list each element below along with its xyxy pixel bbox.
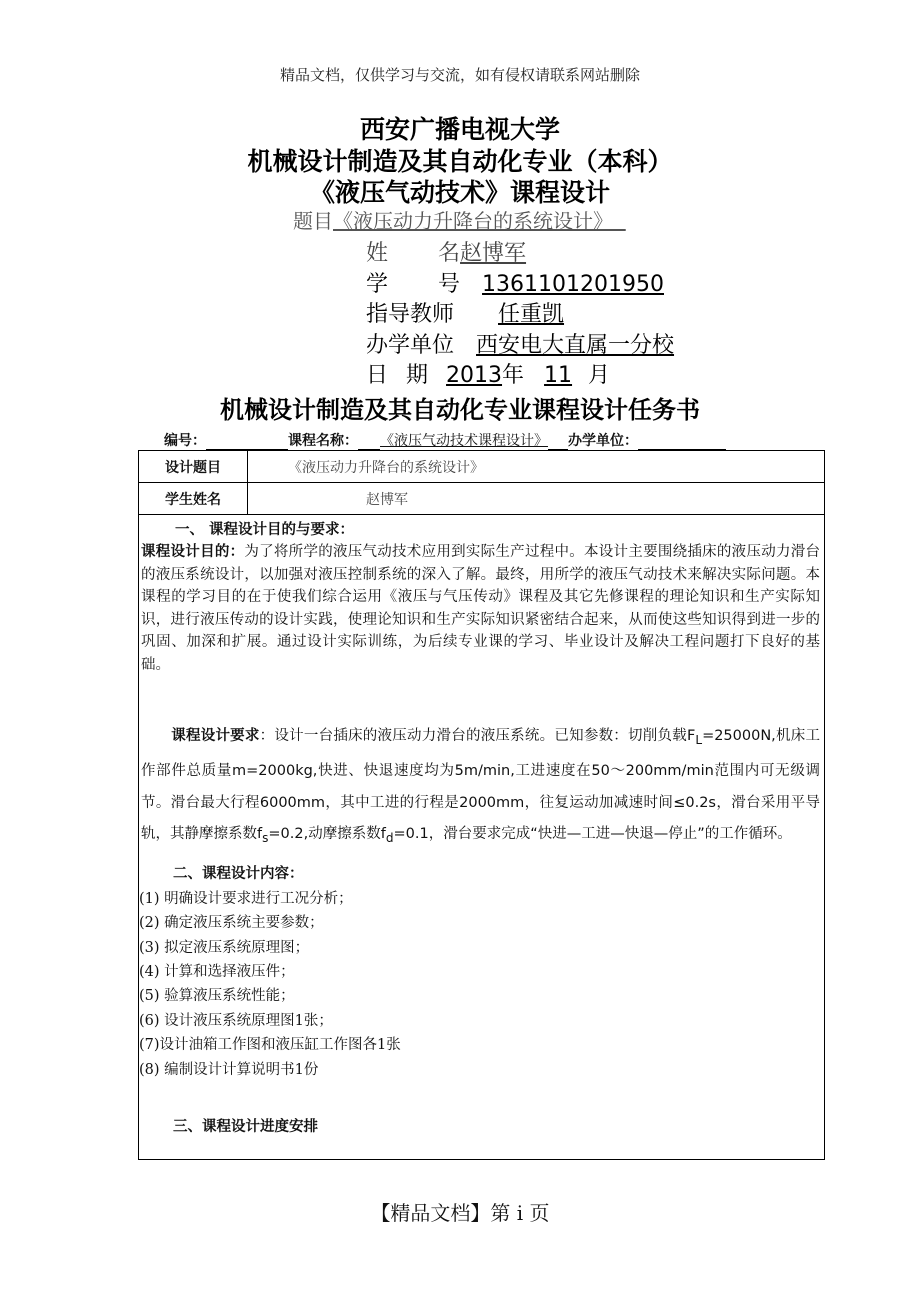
list-item: (8) 编制设计计算说明书1份 <box>139 1061 319 1078</box>
purpose-paragraph <box>139 541 824 676</box>
university-title: 西安广播电视大学 <box>359 115 560 144</box>
unit-label: 办学单位 <box>366 333 455 358</box>
major-title: 机械设计制造及其自动化专业（本科） <box>247 147 673 176</box>
list-item: (5) 验算液压系统性能； <box>139 988 295 1005</box>
teacher-value: 任重凯 <box>498 302 565 327</box>
topic-line <box>293 205 626 234</box>
id-label-2: 号 <box>438 272 461 297</box>
design-topic-value: 《液压动力升降台的系统设计》 <box>248 451 825 483</box>
date-month: 11 <box>544 363 573 388</box>
unit-blank <box>638 435 726 450</box>
req-text-4: =0.1，滑台要求完成“快进—工进—快退—停止”的工作循环。 <box>393 826 792 843</box>
list-item: (4) 计算和选择液压件； <box>139 964 295 980</box>
section2-title: 二、课程设计内容： <box>173 865 304 882</box>
content-list <box>139 887 824 1082</box>
teacher-label: 指导教师 <box>366 302 455 327</box>
name-row <box>366 236 526 267</box>
date-label-2: 期 <box>406 363 429 388</box>
list-item: (7)设计油箱工作图和液压缸工作图各1张 <box>139 1037 401 1054</box>
number-label: 编号： <box>164 433 206 449</box>
student-name-label: 学生姓名 <box>139 483 248 515</box>
list-item: (1) 明确设计要求进行工况分析； <box>139 890 353 907</box>
student-name-value: 赵博军 <box>248 483 825 515</box>
requirement-label: 课程设计要求 <box>171 728 260 744</box>
name-label-2: 名 <box>438 241 461 266</box>
req-text-2: =25000N,机床工作部件总质量m=2000kg,快进、快退速度均为5m/min,工进速度在50～200mm/min范围内可无级调节。滑台最大行程6000mm，其中工进的行程是2000mm，往复运动加减速时间≤0.2s，滑台采用平导轨，其静摩擦系数f <box>141 728 821 843</box>
list-item: (6) 设计液压系统原理图1张； <box>139 1012 333 1029</box>
req-sub-s: s <box>262 831 269 846</box>
unit-value: 西安电大直属一分校 <box>476 333 675 358</box>
name-value: 赵博军 <box>460 241 527 266</box>
req-text-3: =0.2,动摩擦系数f <box>268 826 386 843</box>
id-row <box>366 267 664 298</box>
name-label-1: 姓 <box>366 241 389 266</box>
date-year-unit: 年 <box>502 363 525 388</box>
date-row <box>366 358 610 389</box>
header-note: 精品文档，仅供学习与交流，如有侵权请联系网站删除 <box>279 66 640 84</box>
task-book-title: 机械设计制造及其自动化专业课程设计任务书 <box>220 395 700 424</box>
req-sub-d: d <box>385 831 394 846</box>
task-table <box>138 450 825 1160</box>
content-cell <box>139 515 825 1160</box>
req-text-1: ：设计一台插床的液压动力滑台的液压系统。已知参数：切削负载F <box>259 728 696 744</box>
meta-unit-label: 办学单位： <box>568 433 638 449</box>
list-item: (3) 拟定液压系统原理图； <box>139 939 310 956</box>
id-label-1: 学 <box>366 272 389 297</box>
number-blank <box>206 435 288 450</box>
date-month-unit: 月 <box>588 363 611 388</box>
section1-title: 一、 课程设计目的与要求： <box>175 522 355 538</box>
course-title: 《液压气动技术》课程设计 <box>309 178 610 207</box>
purpose-text: 为了将所学的液压气动技术应用到实际生产过程中。本设计主要围绕插床的液压动力滑台的液压系统设计，以加强对液压控制系统的深入了解。最终，用所学的液压气动技术来解决实际问题。本课程的学习目的在于使我们综合运用《液压与气压传动》课程及其它先修课程的理论知识和生产实际知识，进行液压传动的设计实践，使理论知识和生产实际知识紧密结合起来，从而使这些知识得到进一步的巩固、加深和扩展。通过设计实际训练，为后续专业课的学习、毕业设计及解决工程问题打下良好的基础。 <box>141 544 821 673</box>
id-value: 1361101201950 <box>482 272 664 297</box>
req-sub-L: L <box>695 732 703 747</box>
date-year: 2013 <box>446 363 503 388</box>
date-label-1: 日 <box>366 363 389 388</box>
course-name-label: 课程名称： <box>288 433 358 449</box>
requirement-paragraph <box>139 721 824 855</box>
topic-label: 题目 <box>293 209 333 233</box>
section3-title: 三、课程设计进度安排 <box>173 1119 318 1136</box>
list-item: (2) 确定液压系统主要参数； <box>139 915 324 932</box>
unit-row <box>366 328 674 359</box>
course-name-value: 《液压气动技术课程设计》 <box>380 433 548 449</box>
topic-value: 《液压动力升降台的系统设计》 <box>333 209 613 233</box>
page-footer: 【精品文档】第 i 页 <box>370 1201 550 1225</box>
meta-line <box>164 430 726 450</box>
purpose-label: 课程设计目的： <box>141 544 245 560</box>
teacher-row <box>366 297 564 328</box>
design-topic-label: 设计题目 <box>139 451 248 483</box>
